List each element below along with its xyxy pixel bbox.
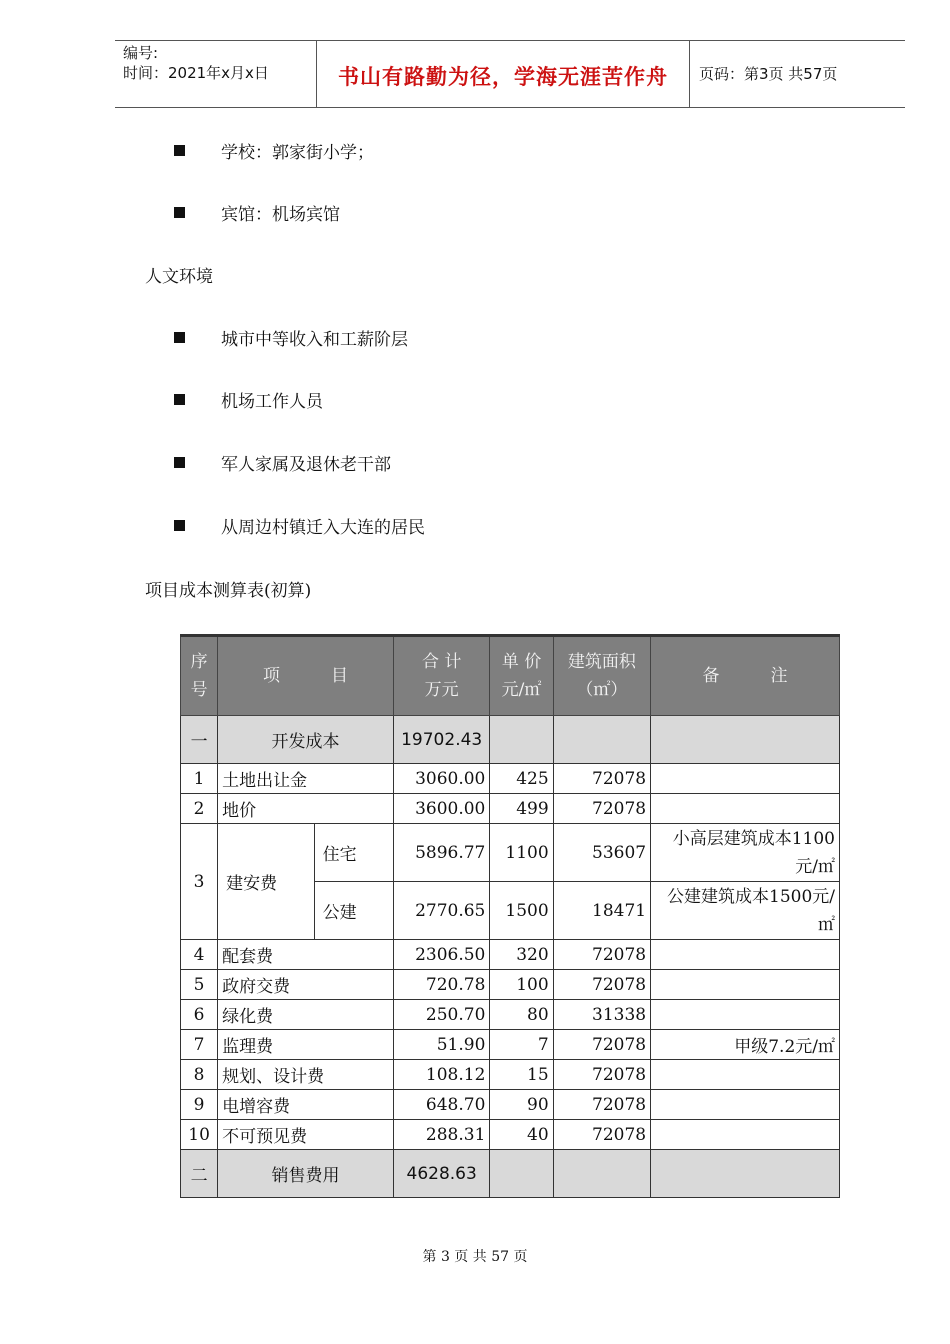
row-seq: 4 [181,940,218,970]
row-total: 108.12 [393,1060,489,1090]
header-seq: 序号 [181,636,218,716]
page-footer: 第 3 页 共 57 页 [422,1249,528,1265]
row-seq: 1 [181,764,218,794]
section-row-development [181,716,840,764]
table-row [181,824,840,882]
row-note [651,970,840,1000]
section-name: 销售费用 [218,1150,394,1198]
row-item: 土地出让金 [218,764,394,794]
list-item [174,450,391,475]
row-item: 不可预见费 [218,1120,394,1150]
row-area: 72078 [553,970,650,1000]
row-note [651,1060,840,1090]
row-total: 3060.00 [393,764,489,794]
row-seq: 9 [181,1090,218,1120]
table-row [181,1060,840,1090]
row-price: 90 [490,1090,553,1120]
row-note: 公建建筑成本1500元/㎡ [651,882,840,940]
row-price: 499 [490,794,553,824]
section-total: 19702.43 [393,716,489,764]
header-total [393,636,489,716]
row-price: 15 [490,1060,553,1090]
list-item-text: 从周边村镇迁入大连的居民 [221,518,425,538]
table-header-row [181,636,840,716]
row-item: 规划、设计费 [218,1060,394,1090]
section-seq: 一 [181,716,218,764]
row-total: 2770.65 [393,882,489,940]
row-subitem: 公建 [314,882,393,940]
row-item: 绿化费 [218,1000,394,1030]
row-area: 72078 [553,1030,650,1060]
row-area: 72078 [553,764,650,794]
row-total: 3600.00 [393,794,489,824]
row-seq: 8 [181,1060,218,1090]
empty-cell [651,716,840,764]
cost-table [180,634,840,1198]
row-note [651,764,840,794]
row-item: 电增容费 [218,1090,394,1120]
table-row [181,764,840,794]
row-total: 250.70 [393,1000,489,1030]
section-seq: 二 [181,1150,218,1198]
row-area: 72078 [553,794,650,824]
page-header [115,40,905,108]
row-item: 监理费 [218,1030,394,1060]
row-item: 政府交费 [218,970,394,1000]
row-price: 7 [490,1030,553,1060]
empty-cell [553,716,650,764]
header-divider [689,41,690,107]
header-price-label: 单 价 [501,652,542,672]
row-price: 320 [490,940,553,970]
row-item: 地价 [218,794,394,824]
list-item-text: 宾馆：机场宾馆 [221,205,340,225]
header-total-label: 合 计 [421,652,462,672]
row-area: 53607 [553,824,650,882]
row-note [651,1120,840,1150]
row-total: 51.90 [393,1030,489,1060]
row-area: 18471 [553,882,650,940]
row-area: 72078 [553,1120,650,1150]
row-price: 100 [490,970,553,1000]
empty-cell [553,1150,650,1198]
list-item [174,325,408,350]
row-seq: 3 [181,824,218,940]
table-row [181,940,840,970]
table-row [181,1000,840,1030]
bullet-square-icon [174,145,185,156]
header-total-unit: 万元 [424,680,459,700]
row-total: 288.31 [393,1120,489,1150]
empty-cell [490,716,553,764]
row-note [651,1090,840,1120]
table-row [181,1120,840,1150]
list-item [174,387,323,412]
row-seq: 10 [181,1120,218,1150]
header-price [490,636,553,716]
section-heading-culture: 人文环境 [145,267,213,287]
header-motto: 书山有路勤为径，学海无涯苦作舟 [338,65,668,89]
bullet-square-icon [174,207,185,218]
table-row [181,794,840,824]
bullet-square-icon [174,394,185,405]
row-price: 80 [490,1000,553,1030]
row-area: 72078 [553,940,650,970]
table-row [181,970,840,1000]
list-item-text: 城市中等收入和工薪阶层 [221,330,408,350]
row-subitem: 住宅 [314,824,393,882]
list-item-text: 学校：郭家街小学； [221,143,374,163]
table-row [181,1090,840,1120]
section-heading-table: 项目成本测算表(初算) [145,581,312,601]
row-note: 甲级7.2元/㎡ [651,1030,840,1060]
row-price: 1100 [490,824,553,882]
table-row [181,1030,840,1060]
row-total: 2306.50 [393,940,489,970]
header-item: 项 目 [218,636,394,716]
list-item-text: 机场工作人员 [221,392,323,412]
row-seq: 6 [181,1000,218,1030]
row-price: 1500 [490,882,553,940]
list-item [174,513,425,538]
row-note [651,794,840,824]
header-note: 备 注 [651,636,840,716]
empty-cell [651,1150,840,1198]
row-price: 425 [490,764,553,794]
number-label: 编号: [123,44,159,62]
row-total: 648.70 [393,1090,489,1120]
list-item-text: 军人家属及退休老干部 [221,455,391,475]
section-name: 开发成本 [218,716,394,764]
list-item [174,138,374,163]
row-price: 40 [490,1120,553,1150]
row-area: 72078 [553,1060,650,1090]
section-total: 4628.63 [393,1150,489,1198]
header-page-info: 页码：第3页 共57页 [699,65,838,83]
list-item [174,200,340,225]
header-area-unit: （㎡） [576,680,628,700]
row-seq: 5 [181,970,218,1000]
bullet-square-icon [174,332,185,343]
row-note: 小高层建筑成本1100元/㎡ [651,824,840,882]
row-seq: 2 [181,794,218,824]
bullet-square-icon [174,457,185,468]
row-total: 720.78 [393,970,489,1000]
row-item: 配套费 [218,940,394,970]
row-area: 72078 [553,1090,650,1120]
empty-cell [490,1150,553,1198]
row-seq: 7 [181,1030,218,1060]
row-note [651,1000,840,1030]
row-area: 31338 [553,1000,650,1030]
row-note [651,940,840,970]
bullet-square-icon [174,520,185,531]
header-area [553,636,650,716]
header-area-label: 建筑面积 [567,652,636,672]
row-total: 5896.77 [393,824,489,882]
section-row-sales [181,1150,840,1198]
row-item: 建安费 [218,824,314,940]
header-price-unit: 元/㎡ [501,680,542,700]
header-meta [123,43,269,83]
time-label: 时间：2021年x月x日 [123,64,269,82]
